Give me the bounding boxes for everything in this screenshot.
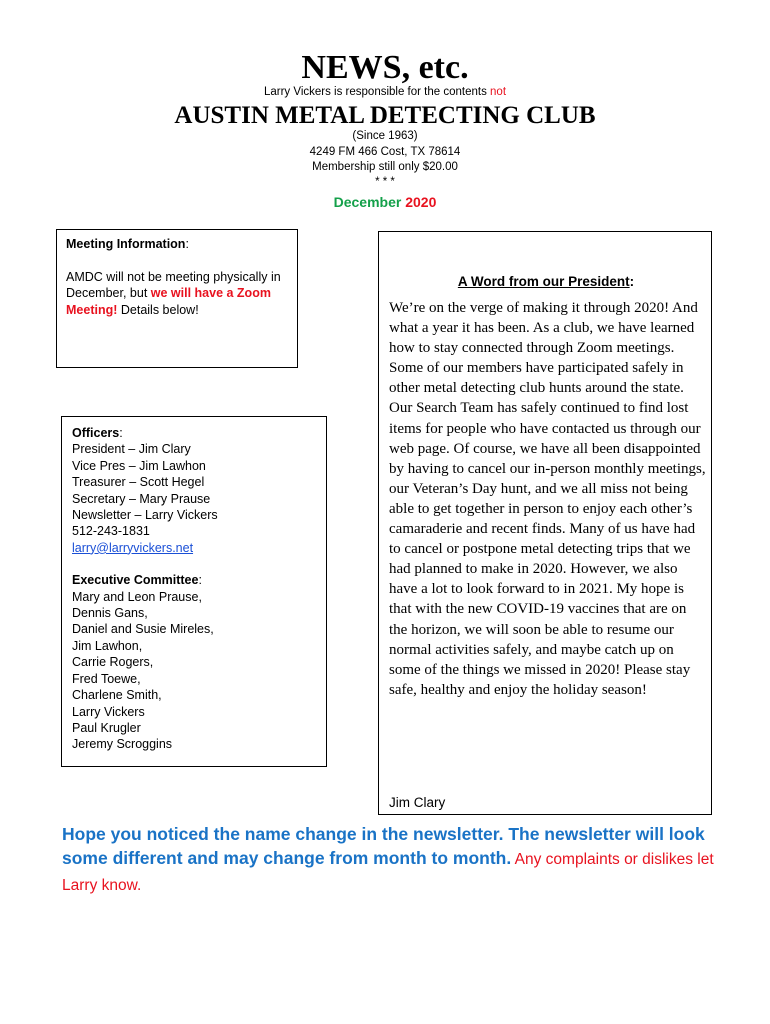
membership-note: Membership still only $20.00 <box>312 161 458 173</box>
officer-phone: 512-243-1831 <box>72 524 150 539</box>
president-message-box <box>378 231 712 815</box>
officers-box <box>61 416 327 767</box>
disclaimer <box>0 85 770 99</box>
exec-member: Carrie Rogers, <box>72 655 154 670</box>
footer-note <box>62 822 742 898</box>
officer-president: President – Jim Clary <box>72 442 191 457</box>
president-heading: A Word from our President: <box>457 274 635 289</box>
exec-member: Daniel and Susie Mireles, <box>72 622 214 637</box>
separator-stars: * * * <box>375 176 395 188</box>
issue-date <box>0 193 770 211</box>
zoom-meeting-highlight: we will have a Zoom Meeting! <box>66 286 271 317</box>
meeting-text: AMDC will not be meeting physically in December, but we will have a Zoom Meeting! Details below! <box>66 269 281 317</box>
disclaimer-text: Larry Vickers is responsible for the contents <box>263 86 491 98</box>
exec-member: Paul Krugler <box>72 720 141 735</box>
president-message: We’re on the verge of making it through 2020! And what a year it has been. As a club, we have learned how to stay connected through Zoom meetings. Some of our members have participated safely in other metal detecting club hunts around the state. Our Search Team has safely continued to find lost items for people who have contacted us through our web page. Of course, we have all been disappointed by having to cancel our in-person monthly meetings, our Veteran’s Day hunt, and we all miss not being able to get together in person to enjoy each other’s camaraderie and recent finds. Many of us have had to cancel or postpone metal detecting trips that we had planned to make in 2020. However, we also have a lot to look forward to in 2021. My hope is that with the new COVID-19 vaccines that are on the horizon, we will soon be able to resume our normal activities safely, and maybe catch up on some of the things we missed in 2020! Please stay safe, healthy and enjoy the holiday season! <box>389 300 706 698</box>
email-link[interactable]: larry@larryvickers.net <box>72 540 194 555</box>
meeting-heading: Meeting Information: <box>66 237 189 251</box>
exec-member: Jim Lawhon, <box>72 638 143 653</box>
disclaimer-emphasis: not <box>490 86 507 98</box>
officers-heading: Officers: <box>72 426 123 440</box>
officer-newsletter: Newsletter – Larry Vickers <box>72 508 218 523</box>
issue-month: December <box>333 194 402 210</box>
exec-member: Dennis Gans, <box>72 606 148 621</box>
issue-year: 2020 <box>405 194 437 210</box>
president-signature: Jim Clary <box>389 795 446 810</box>
newsletter-title: NEWS, etc. <box>301 49 469 86</box>
officer-vice-president: Vice Pres – Jim Lawhon <box>72 458 206 473</box>
footer-complaints-text: Any complaints or dislikes let Larry know. <box>62 851 714 894</box>
exec-member: Larry Vickers <box>72 704 145 719</box>
exec-committee-heading: Executive Committee: <box>72 573 202 588</box>
officer-treasurer: Treasurer – Scott Hegel <box>72 475 205 490</box>
meeting-info-box <box>56 229 298 368</box>
club-since: (Since 1963) <box>352 130 418 142</box>
club-address: 4249 FM 466 Cost, TX 78614 <box>309 146 461 158</box>
exec-member: Fred Toewe, <box>72 671 141 686</box>
footer-main-text: Hope you noticed the name change in the newsletter. The newsletter will look some different and may change from month to month. <box>62 824 705 868</box>
exec-member: Mary and Leon Prause, <box>72 589 202 604</box>
club-name: AUSTIN METAL DETECTING CLUB <box>174 102 596 129</box>
exec-member: Charlene Smith, <box>72 688 162 703</box>
officer-secretary: Secretary – Mary Prause <box>72 491 211 506</box>
exec-member: Jeremy Scroggins <box>72 737 173 752</box>
